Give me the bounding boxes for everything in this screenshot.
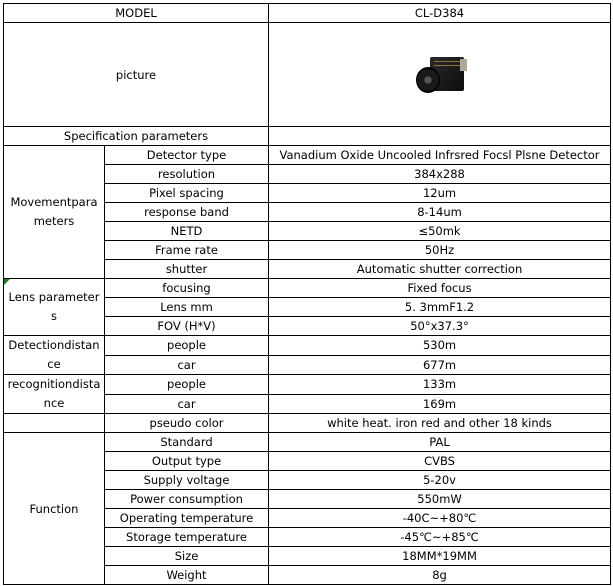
- param-value[interactable]: 677m: [269, 355, 611, 375]
- param-label[interactable]: Output type: [105, 452, 269, 471]
- table-row: [4, 414, 611, 433]
- param-value[interactable]: ≤50mk: [269, 222, 611, 241]
- table-row: [4, 375, 611, 395]
- param-label[interactable]: resolution: [105, 165, 269, 184]
- param-value[interactable]: 18MM*19MM: [269, 547, 611, 566]
- param-label[interactable]: car: [105, 355, 269, 375]
- thermal-camera-image-icon: [410, 51, 470, 99]
- param-value[interactable]: -45℃~+85℃: [269, 528, 611, 547]
- param-value[interactable]: white heat. iron red and other 18 kinds: [269, 414, 611, 433]
- param-label[interactable]: Detector type: [105, 146, 269, 165]
- param-value[interactable]: 550mW: [269, 490, 611, 509]
- param-value[interactable]: PAL: [269, 433, 611, 452]
- param-label[interactable]: Operating temperature: [105, 509, 269, 528]
- param-value[interactable]: 133m: [269, 375, 611, 395]
- spec-table: [3, 3, 611, 585]
- table-row-model: [4, 4, 611, 23]
- param-label[interactable]: people: [105, 336, 269, 356]
- param-label[interactable]: Storage temperature: [105, 528, 269, 547]
- param-value[interactable]: 169m: [269, 394, 611, 414]
- table-row-spec-header: [4, 127, 611, 146]
- param-label[interactable]: shutter: [105, 260, 269, 279]
- group-label-recognition[interactable]: recognitiondistance: [4, 375, 105, 414]
- param-label[interactable]: Lens mm: [105, 298, 269, 317]
- table-row: [4, 336, 611, 356]
- group-label-lens[interactable]: Lens parameters: [4, 279, 105, 336]
- model-label[interactable]: MODEL: [4, 4, 269, 23]
- spec-header-value[interactable]: [269, 127, 611, 146]
- param-label[interactable]: Power consumption: [105, 490, 269, 509]
- spec-header-label[interactable]: Specification parameters: [4, 127, 269, 146]
- param-label[interactable]: response band: [105, 203, 269, 222]
- table-row: [4, 146, 611, 165]
- param-label[interactable]: Weight: [105, 566, 269, 585]
- param-value[interactable]: Automatic shutter correction: [269, 260, 611, 279]
- param-value[interactable]: -40C~+80℃: [269, 509, 611, 528]
- param-label[interactable]: Supply voltage: [105, 471, 269, 490]
- param-value[interactable]: Vanadium Oxide Uncooled Infrsred Focsl Plsne Detector: [269, 146, 611, 165]
- param-label[interactable]: Frame rate: [105, 241, 269, 260]
- param-label[interactable]: people: [105, 375, 269, 395]
- param-label[interactable]: Pixel spacing: [105, 184, 269, 203]
- param-label[interactable]: focusing: [105, 279, 269, 298]
- table-row: [4, 433, 611, 452]
- param-value[interactable]: 384x288: [269, 165, 611, 184]
- param-value[interactable]: CVBS: [269, 452, 611, 471]
- param-label[interactable]: pseudo color: [105, 414, 269, 433]
- param-label[interactable]: NETD: [105, 222, 269, 241]
- param-value[interactable]: 5-20v: [269, 471, 611, 490]
- param-value[interactable]: 8g: [269, 566, 611, 585]
- group-label-pseudo[interactable]: [4, 414, 105, 433]
- param-value[interactable]: 50°x37.3°: [269, 317, 611, 336]
- param-value[interactable]: 530m: [269, 336, 611, 356]
- table-row: [4, 279, 611, 298]
- group-label-function[interactable]: Function: [4, 433, 105, 585]
- param-value[interactable]: 8-14um: [269, 203, 611, 222]
- param-value[interactable]: 50Hz: [269, 241, 611, 260]
- param-value[interactable]: 12um: [269, 184, 611, 203]
- param-label[interactable]: car: [105, 394, 269, 414]
- param-label[interactable]: FOV (H*V): [105, 317, 269, 336]
- picture-label[interactable]: picture: [4, 23, 269, 127]
- group-label-detection[interactable]: Detectiondistance: [4, 336, 105, 375]
- table-row-picture: [4, 23, 611, 127]
- group-label-movement[interactable]: Movementparameters: [4, 146, 105, 279]
- picture-cell[interactable]: [269, 23, 611, 127]
- param-label[interactable]: Standard: [105, 433, 269, 452]
- model-value[interactable]: CL-D384: [269, 4, 611, 23]
- param-value[interactable]: Fixed focus: [269, 279, 611, 298]
- param-value[interactable]: 5. 3mmF1.2: [269, 298, 611, 317]
- param-label[interactable]: Size: [105, 547, 269, 566]
